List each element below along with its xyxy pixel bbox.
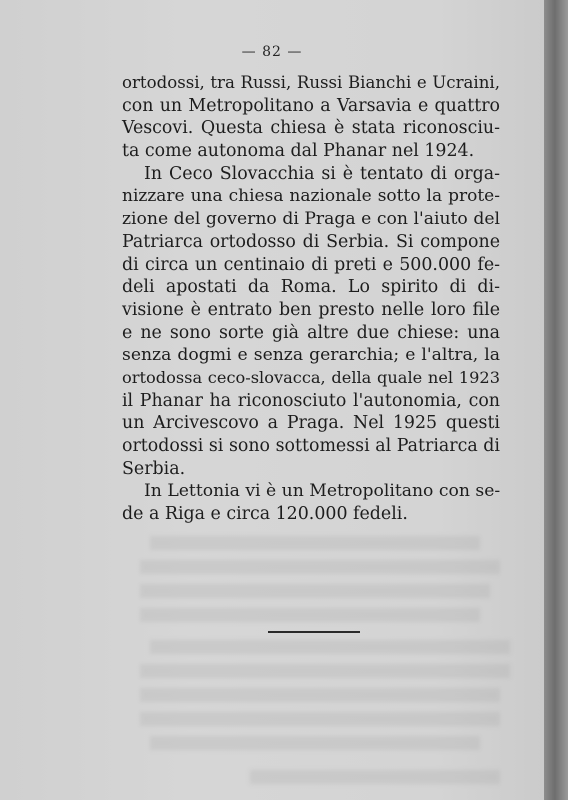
text-line: Patriarca ortodosso di Serbia. Si compone bbox=[122, 231, 500, 252]
bleed-line bbox=[140, 712, 500, 726]
text-line: ortodossi si sono sottomessi al Patriarca di bbox=[122, 436, 500, 456]
text-line: Vescovi. Questa chiesa è stata riconosciu- bbox=[122, 118, 500, 139]
text-line: ta come autonoma dal Phanar nel 1924. bbox=[122, 141, 475, 162]
paragraph-2 bbox=[122, 163, 500, 481]
bleed-line bbox=[140, 584, 490, 598]
text-line: senza dogmi e senza gerarchia; e l'altra, la bbox=[122, 345, 500, 366]
text-line: nizzare una chiesa nazionale sotto la prote- bbox=[122, 186, 500, 207]
bleed-line bbox=[150, 640, 510, 654]
page-number: — 82 — bbox=[241, 44, 303, 60]
text-line: ortodossa ceco-slovacca, della quale nel 1923 bbox=[122, 367, 500, 387]
bleed-line bbox=[250, 770, 500, 784]
bleed-line bbox=[140, 664, 510, 678]
book-spine bbox=[544, 0, 568, 800]
text-line: il Phanar ha riconosciuto l'autonomia, con bbox=[122, 390, 500, 411]
bleed-line bbox=[150, 736, 480, 750]
end-rule bbox=[268, 631, 360, 633]
bleed-line bbox=[150, 536, 480, 550]
text-line: de a Riga e circa 120.000 fedeli. bbox=[122, 504, 408, 525]
bleed-line bbox=[140, 560, 500, 574]
text-line: In Ceco Slovacchia si è tentato di orga- bbox=[144, 163, 500, 184]
text-line: un Arcivescovo a Praga. Nel 1925 questi bbox=[122, 413, 500, 434]
body-text bbox=[122, 72, 500, 526]
text-line: visione è entrato ben presto nelle loro file bbox=[122, 299, 500, 320]
text-line: e ne sono sorte già altre due chiese: una bbox=[122, 322, 500, 343]
paragraph-1 bbox=[122, 72, 500, 163]
bleed-line bbox=[140, 688, 500, 702]
text-line: In Lettonia vi è un Metropolitano con se- bbox=[144, 481, 501, 502]
text-line: di circa un centinaio di preti e 500.000 fe- bbox=[122, 254, 500, 275]
text-line: Serbia. bbox=[122, 458, 186, 479]
text-line: con un Metropolitano a Varsavia e quattro bbox=[122, 95, 500, 116]
text-line: deli apostati da Roma. Lo spirito di di- bbox=[122, 277, 500, 298]
bleed-line bbox=[140, 608, 480, 622]
paragraph-3 bbox=[122, 480, 500, 525]
text-line: ortodossi, tra Russi, Russi Bianchi e Ucraini, bbox=[122, 73, 500, 92]
text-line: zione del governo di Praga e con l'aiuto del bbox=[122, 209, 500, 230]
